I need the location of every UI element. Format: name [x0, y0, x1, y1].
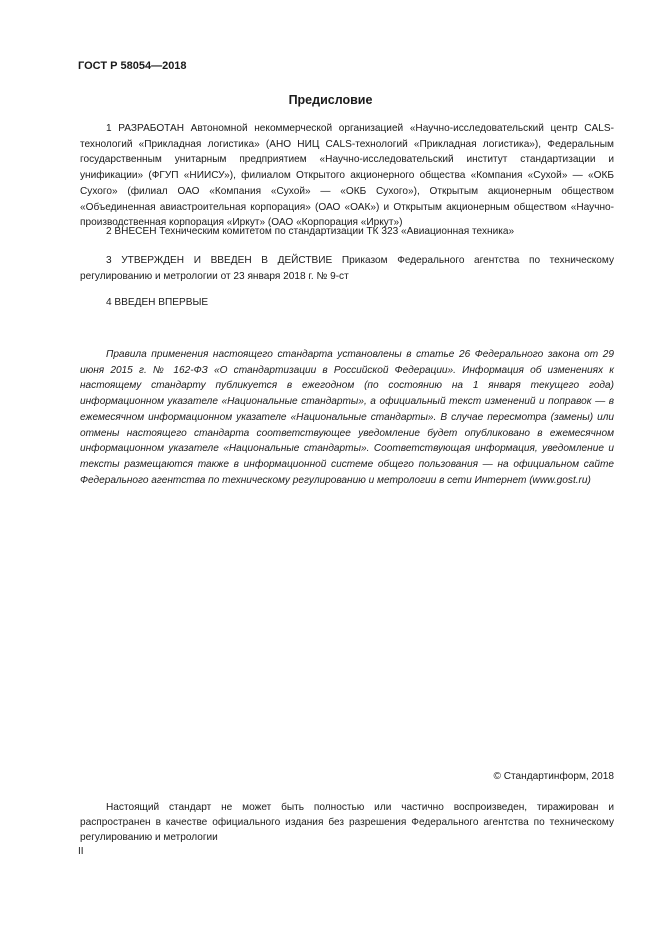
rules-note-text: Правила применения настоящего стандарта установлены в статье 26 Федерального закона от 29 июня 2015 г. № 162-ФЗ «О стандартизации в Российской Федерации». Информация об изменениях к настоящему стандарту публикуется в ежегодном (по состоянию на 1 января текущего года) информационном указателе «Национальные стандарты», а официальный текст изменений и поправок — в ежемесячном информационном указателе «Национальные стандарты». В случае пересмотра (замены) или отмены настоящего стандарта соответствующее уведомление будет опубликовано в ежемесячном информационном указателе «Национальные стандарты». Соответствующая информация, уведомление и тексты размещаются также в информационной системе общего пользования — на официальном сайте Федерального агентства по техническому регулированию и метрологии в сети Интернет (www.gost.ru) — [80, 349, 614, 486]
page-number: II — [78, 846, 84, 857]
standard-code: ГОСТ Р 58054—2018 — [78, 60, 187, 72]
item-approved — [80, 253, 614, 284]
item-submitted — [80, 224, 614, 240]
page-title: Предисловие — [288, 93, 373, 107]
item-first-introduced — [80, 295, 614, 311]
reproduction-notice-text: Настоящий стандарт не может быть полностью или частично воспроизведен, тиражирован и распространен в качестве официального издания без разрешения Федерального агентства по техническому регулированию и метрологии — [80, 802, 614, 843]
copyright: © Стандартинформ, 2018 — [493, 771, 614, 782]
reproduction-notice — [80, 800, 614, 845]
item-submitted-text: 2 ВНЕСЕН Техническим комитетом по стандартизации ТК 323 «Авиационная техника» — [106, 226, 515, 237]
item-developed — [80, 121, 614, 231]
item-approved-text: 3 УТВЕРЖДЕН И ВВЕДЕН В ДЕЙСТВИЕ Приказом Федерального агентства по техническому регулированию и метрологии от 23 января 2018 г. № 9-ст — [80, 255, 614, 282]
item-first-introduced-text: 4 ВВЕДЕН ВПЕРВЫЕ — [106, 297, 209, 308]
rules-note — [80, 347, 614, 488]
item-developed-text: 1 РАЗРАБОТАН Автономной некоммерческой организацией «Научно-исследовательский центр CALS-технологий «Прикладная логистика» (АНО НИЦ CALS-технологий «Прикладная логистика»), Федеральным государственным унитарным предприятием «Научно-исследовательский институт стандартизации и унификации» (ФГУП «НИИСУ»), филиалом Открытого акционерного общества «Компания «Сухой» — «ОКБ Сухого» (филиал ОАО «Компания «Сухой» — «ОКБ Сухого»), Открытым акционерным обществом «Объединенная авиастроительная корпорация» (ОАО «ОАК») и Открытым акционерным обществом «Научно-производственная корпорация «Иркут» (ОАО «Корпорация «Иркут») — [80, 123, 614, 229]
